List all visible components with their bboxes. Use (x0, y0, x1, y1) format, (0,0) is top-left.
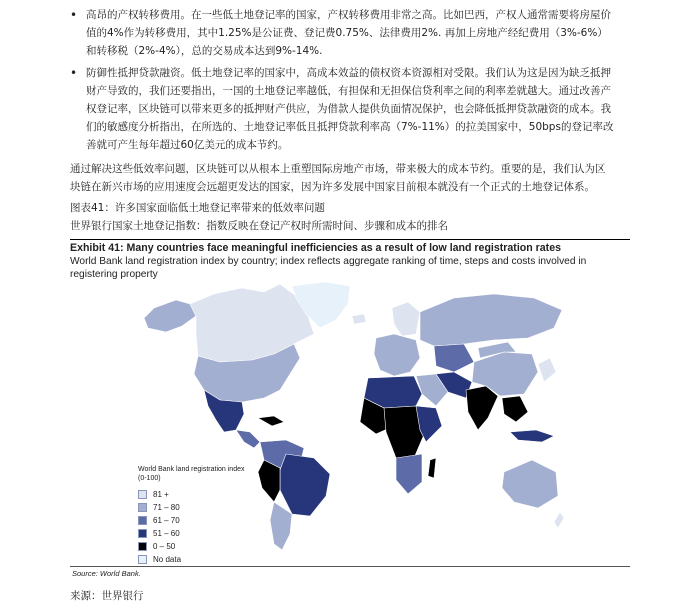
map-region-korea-japan (538, 358, 556, 382)
legend-label: No data (153, 555, 182, 564)
map-region-indonesia (510, 430, 554, 442)
legend-label: 61 – 70 (153, 516, 180, 525)
legend-item (138, 527, 248, 540)
map-region-iceland (352, 314, 366, 324)
map-region-scandinavia (392, 302, 420, 336)
map-region-russia (420, 294, 562, 346)
legend-label: 71 – 80 (153, 503, 180, 512)
bullet-text: 防御性抵押贷款融资。低土地登记率的国家中，高成本效益的债权资本资源相对受限。我们认为这是因为缺乏抵押财产导致的，我们还要指出，一国的土地登记率越低，有担保和无担保信贷利率之间的利率差就越大。通过改善产权登记率，区块链可以带来更多的抵押财产供应，为借款人提供负面情况保护，也会降低抵押贷款融资的成本。我们的敏感度分析指出，在所选的、土地登记率低且抵押贷款利率高（7%-11%）的拉美国家中，50bps的登记率改善就可产生每年超过60亿美元的成本节约。 (86, 67, 614, 151)
map-region-india (466, 386, 498, 430)
map-region-southern-cone (270, 502, 292, 550)
body-paragraph: 通过解决这些低效率问题，区块链可以从根本上重塑国际房地产市场，带来极大的成本节约。重要的是，我们认为区块链在新兴市场的应用速度会远超更发达的国家，因为许多发展中国家目前根本就没有一个正式的土地登记体系。 (70, 163, 606, 193)
bullet-text: 高昂的产权转移费用。在一些低土地登记率的国家，产权转移费用非常之高。比如巴西，产权人通常需要将房屋价值的4%作为转移费用，其中1.25%是公证费、登记费0.75%、法律费用2%. 再加上房地产经纪费用（3%-6%）和转移税（2%-4%），总的交易成本达到9%-14%. (86, 9, 611, 57)
exhibit-title: Exhibit 41: Many countries face meaningful inefficiencies as a result of low land registration rates (70, 242, 561, 254)
legend-swatch (138, 490, 147, 499)
map-region-madagascar (428, 458, 436, 478)
map-region-peru-bolivia (258, 460, 280, 502)
map-region-caribbean (258, 416, 284, 426)
legend-swatch (138, 555, 147, 564)
legend-item (138, 501, 248, 514)
source-rule (70, 566, 630, 567)
figure-caption: 图表41：许多国家面临低土地登记率带来的低效率问题 (70, 202, 325, 214)
source-note: Source: World Bank. (72, 569, 141, 578)
legend-swatch (138, 516, 147, 525)
map-region-alaska (144, 300, 196, 332)
legend-item (138, 540, 248, 553)
bullet-marker: • (70, 66, 78, 80)
bullet-marker: • (70, 8, 78, 22)
exhibit-subtitle: World Bank land registration index by country; index reflects aggregate ranking of time, steps and costs involved in registering property (70, 256, 587, 280)
legend-label: 51 – 60 (153, 529, 180, 538)
figure-subcaption: 世界银行国家土地登记指数：指数反映在登记产权时所需时间、步骤和成本的排名 (70, 220, 448, 232)
exhibit-top-rule (70, 239, 630, 240)
legend-item (138, 514, 248, 527)
footer-source: 来源：世界银行 (70, 590, 144, 602)
legend-swatch (138, 503, 147, 512)
legend-item (138, 553, 248, 566)
map-region-central-america (236, 430, 260, 448)
map-region-europe (374, 334, 420, 376)
map-region-new-zealand (554, 512, 564, 528)
map-region-southern-africa (396, 454, 422, 494)
bullet-mortgage-financing (70, 64, 615, 154)
map-region-central-asia (434, 344, 474, 372)
map-region-australia (502, 460, 558, 508)
legend-swatch (138, 529, 147, 538)
legend-title: World Bank land registration index (0-100) (138, 466, 245, 482)
legend-label: 81 + (153, 490, 169, 499)
legend-label: 0 – 50 (153, 542, 176, 551)
map-legend (138, 466, 248, 566)
legend-swatch (138, 542, 147, 551)
bullet-transfer-costs (70, 6, 615, 60)
map-region-brazil (280, 454, 330, 516)
map-region-southeast-asia (502, 396, 528, 422)
legend-item (138, 488, 248, 501)
